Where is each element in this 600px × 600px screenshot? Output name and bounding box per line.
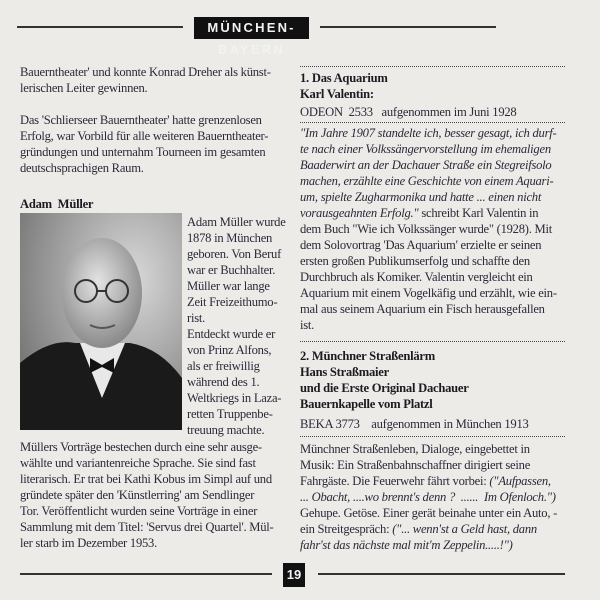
footer-rule-right xyxy=(318,573,565,575)
text-line: deutschsprachigen Raum. xyxy=(20,161,144,175)
body-text: ist. xyxy=(300,318,315,332)
text-line: 1. Das Aquarium xyxy=(300,71,388,85)
text-line: Tor. Veröffentlicht wurden seine Vorträge in einer xyxy=(20,504,258,518)
body-text: dem Solovortrag 'Das Aquarium' erzielte er seinen xyxy=(300,238,542,252)
text-line: und die Erste Original Dachauer xyxy=(300,381,469,395)
body-text: Gehupe. Getöse. Einer gerät beinahe unter ein Auto, - xyxy=(300,506,558,520)
body-text: ersten großen Publikumserfolg und schaffte den xyxy=(300,254,530,268)
text-line: treuung machte. xyxy=(187,423,265,437)
text-line xyxy=(300,141,557,157)
text-line xyxy=(300,237,557,253)
quote-text: ("Aufpassen, xyxy=(489,474,551,488)
text-line xyxy=(300,441,557,457)
schliersee-paragraph xyxy=(20,112,268,176)
header-rule-right xyxy=(320,26,496,28)
text-line xyxy=(300,157,557,173)
text-line xyxy=(300,537,557,553)
bio-side-text xyxy=(187,214,286,438)
page-number: 19 xyxy=(283,563,305,587)
text-line: wählte und variantenreiche Sprache. Sie sind fast xyxy=(20,456,256,470)
text-line: lerischen Leiter gewinnen. xyxy=(20,81,148,95)
text-line xyxy=(300,521,557,537)
divider-dotted xyxy=(300,66,565,67)
text-line: Weltkriegs in Laza- xyxy=(187,391,282,405)
divider-dotted xyxy=(300,341,565,342)
track-1-recording xyxy=(300,104,516,120)
quote-text: machen, erzählte eine Geschichte von einem Aquari- xyxy=(300,174,554,188)
text-line xyxy=(300,253,557,269)
body-text: Fahrgäste. Die Feuerwehr fährt vorbei: xyxy=(300,474,490,488)
text-line xyxy=(300,473,557,489)
text-line xyxy=(300,301,557,317)
text-line xyxy=(300,505,557,521)
text-line xyxy=(300,489,557,505)
divider-dotted xyxy=(300,436,565,437)
text-line xyxy=(300,221,557,237)
text-line: war er Buchhalter. xyxy=(187,263,276,277)
body-text: mal aus seinem Aquarium ein Fisch herausgefallen xyxy=(300,302,545,316)
text-line: Bauerntheater' und konnte Konrad Dreher als künst- xyxy=(20,65,271,79)
body-text: dem Buch "Wie ich Volkssänger wurde" (1928). Mit xyxy=(300,222,552,236)
text-line: als er freiwillig xyxy=(187,359,260,373)
text-line: ler starb im Dezember 1953. xyxy=(20,536,157,550)
heading-text: Adam Müller xyxy=(20,197,94,211)
text-line: Entdeckt wurde er xyxy=(187,327,276,341)
recording-info: BEKA 3773 aufgenommen in München 1913 xyxy=(300,417,529,431)
track-2-title xyxy=(300,348,469,412)
quote-text: Baaderwirt an der Dachauer Straße ein Stegreifsolo xyxy=(300,158,552,172)
text-line xyxy=(300,205,557,221)
text-line: Das 'Schlierseer Bauerntheater' hatte grenzenlosen xyxy=(20,113,262,127)
text-line: gründete später den 'Künstlerring' am Sendlinger xyxy=(20,488,255,502)
text-line: rist. xyxy=(187,311,205,325)
quote-text: "Im Jahre 1907 standelte ich, besser gesagt, ich durf- xyxy=(300,126,557,140)
text-line xyxy=(300,269,557,285)
text-line: Karl Valentin: xyxy=(300,87,374,101)
track-1-description xyxy=(300,125,557,333)
track-2-description xyxy=(300,441,557,553)
quote-text: um, spielte Zugharmonika und hatte ... einen nicht xyxy=(300,190,542,204)
text-line: geboren. Von Beruf xyxy=(187,247,282,261)
text-line xyxy=(300,457,557,473)
section-title-box: MÜNCHEN-BAYERN xyxy=(194,17,309,39)
text-line xyxy=(300,285,557,301)
body-text: schreibt Karl Valentin in xyxy=(418,206,539,220)
header-rule-left xyxy=(17,26,183,28)
quote-text: ("... wenn'st a Geld hast, dann xyxy=(392,522,537,536)
text-line: Sammlung mit dem Titel: 'Servus drei Quartel'. Mül- xyxy=(20,520,274,534)
body-text: Durchbruch als Komiker. Valentin vergleicht ein xyxy=(300,270,533,284)
quote-text: ... Obacht, ....wo brennt's denn ? ...... Im Ofenloch.") xyxy=(300,490,556,504)
body-text: Musik: Ein Straßenbahnschaffner dirigiert seine xyxy=(300,458,531,472)
text-line xyxy=(300,125,557,141)
text-line: Hans Straßmaier xyxy=(300,365,389,379)
text-line xyxy=(300,189,557,205)
text-line: Erfolg, war Vorbild für alle weiteren Bauerntheater- xyxy=(20,129,269,143)
text-line: retten Truppenbe- xyxy=(187,407,273,421)
body-text: ein Streitgespräch: xyxy=(300,522,393,536)
adam-mueller-portrait-photo xyxy=(20,213,182,430)
text-line: von Prinz Alfons, xyxy=(187,343,272,357)
recording-info: ODEON 2533 aufgenommen im Juni 1928 xyxy=(300,105,517,119)
text-line: Bauernkapelle vom Platzl xyxy=(300,397,433,411)
text-line xyxy=(300,317,557,333)
intro-paragraph xyxy=(20,64,271,96)
quote-text: vorausgeahnten Erfolg." xyxy=(300,206,419,220)
footer-rule-left xyxy=(20,573,272,575)
text-line: literarisch. Er trat bei Kathi Kobus im Simpl auf und xyxy=(20,472,272,486)
text-line: gründungen und unternahm Tourneen im gesamten xyxy=(20,145,266,159)
adam-mueller-heading xyxy=(20,196,93,212)
text-line: 2. Münchner Straßenlärm xyxy=(300,349,435,363)
text-line: während des 1. xyxy=(187,375,260,389)
quote-text: te nach einer Volkssängervorstellung im ehemaligen xyxy=(300,142,551,156)
text-line: Zeit Freizeithumo- xyxy=(187,295,278,309)
bio-full-text xyxy=(20,439,273,551)
divider-dotted xyxy=(300,122,565,123)
track-2-recording xyxy=(300,416,529,432)
body-text: Aquarium mit einem Vogelkäfig und erzählt, wie ein- xyxy=(300,286,557,300)
text-line: Müllers Vorträge bestechen durch eine sehr ausge- xyxy=(20,440,262,454)
quote-text: fahr'st das nächste mal mit'm Zeppelin.....!") xyxy=(300,538,513,552)
text-line: Müller war lange xyxy=(187,279,270,293)
track-1-title xyxy=(300,70,388,102)
text-line: 1878 in München xyxy=(187,231,273,245)
text-line: Adam Müller wurde xyxy=(187,215,286,229)
text-line xyxy=(300,173,557,189)
body-text: Münchner Straßenleben, Dialoge, eingebettet in xyxy=(300,442,530,456)
